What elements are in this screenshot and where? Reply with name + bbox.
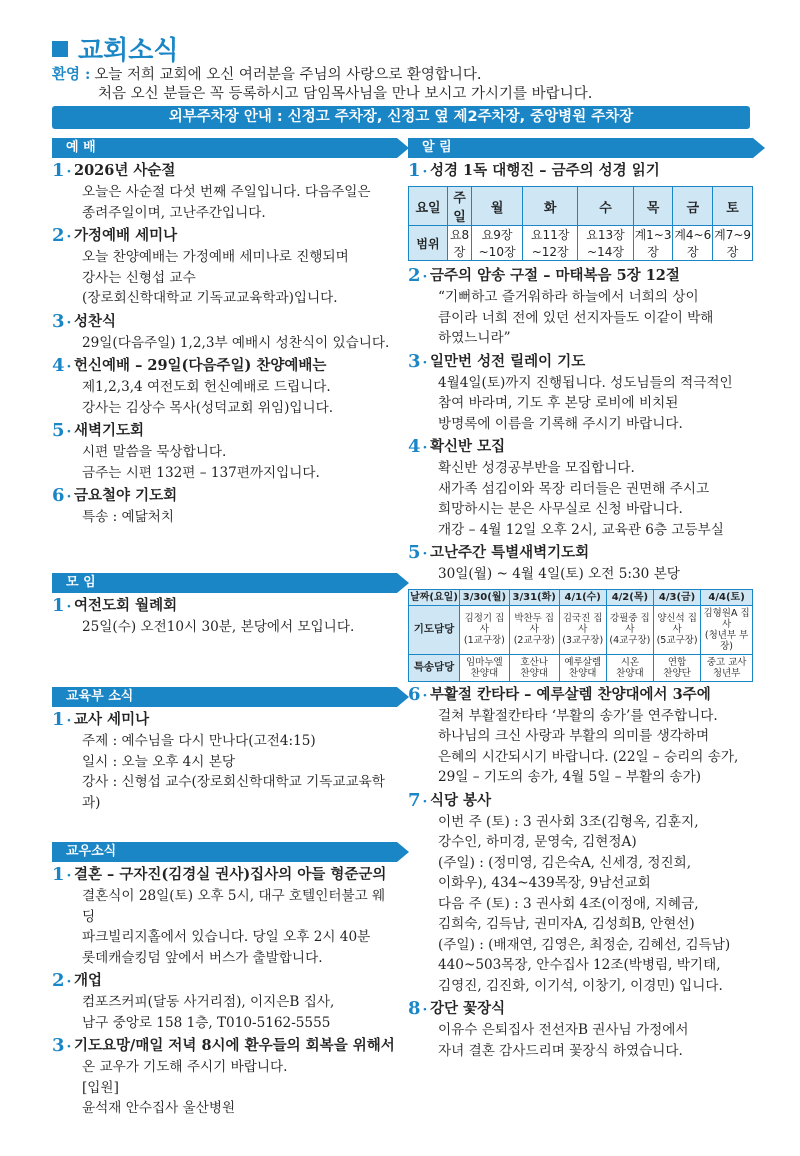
table-cell: 토 [713,187,753,226]
welcome-label: 환영 : [52,66,91,83]
item-body: 걸쳐 부활절칸타타 ‘부활의 송가’를 연주합니다. 하나님의 크신 사랑과 부활의 의미를 생각하며 은혜의 시간되시기 바랍니다. (22일 – 승리의 송가, 29일 – 기도의 송가, 4월 5일 – 부활의 송가) [438,707,739,785]
worship-item [52,485,397,528]
item-heading: 가정예배 세미나 [74,227,178,244]
item-heading: 새벽기도회 [74,422,145,439]
table-cell: 호산나 찬양대 [509,654,559,681]
item-body: 주제 : 예수님을 다시 만나다(고전4:15) 일시 : 오늘 오후 4시 본당 강사 : 신형섭 교수(장로회신학대학교 기독교교육학과) [82,733,385,811]
education-list [52,709,397,813]
table-cell: 임마누엘 찬양대 [460,654,510,681]
members-item [52,970,397,1033]
table-cell: 4/2(목) [606,589,653,605]
table-cell: 김국진 집사 (3교구장) [559,605,606,654]
table-cell: 양신석 집사 (5교구장) [653,605,700,654]
item-heading: 부활절 칸타타 – 예루살렘 찬양대에서 3주에 [430,685,711,703]
section-header-members: 교우소식 [52,842,397,862]
table-cell: 특송담당 [409,654,460,681]
notice-item [408,160,753,182]
table-cell: 계1~3장 [633,226,673,261]
item-number: 1 · [52,709,71,732]
education-section [52,687,397,813]
item-number: 1 · [52,160,71,183]
table-cell: 화 [523,187,578,226]
item-body: 확신반 성경공부반을 모집합니다. 새가족 섬김이와 목장 리더들은 권면해 주시고 희망하시는 분은 사무실로 신청 바랍니다. 개강 – 4월 12일 오후 2시, 교육관 6층 고등부실 [438,460,724,538]
table-cell: 4/1(수) [559,589,606,605]
table-cell: 예루살렘 찬양대 [559,654,606,681]
item-body: 이번 주 (토) : 3 권사회 3조(김형옥, 김훈지, 강수인, 하미경, 문영숙, 김현정A) (주일) : (정미영, 김은숙A, 신세경, 정진희, 이화우), 434~439목장, 9남선교회 다음 주 (토) : 3 권사회 4조(이정애, 지혜금, 김희숙, 김득남, 권미자A, 김성희B, 안현선) (주일) : (배재연, 김영은, 최정순, 김혜선, 김득남) 440~503목장, 안수집사 12조(박병림, 박기태, 김영진, 김진화, 이기석, 이창기, 이경민) 입니다. [438,813,731,994]
section-header-education: 교육부 소식 [52,687,397,707]
table-cell: 금 [673,187,713,226]
welcome-line-2: 처음 오신 분들은 꼭 등록하시고 담임목사님을 만나 보시고 가시기를 바랍니다. [98,86,593,102]
item-heading: 2026년 사순절 [74,162,176,179]
table-cell: 기도담당 [409,605,460,654]
notice-item [408,265,753,349]
section-header-worship: 예 배 [52,138,397,158]
worship-item [52,160,397,223]
item-number: 8 · [408,998,427,1021]
item-number: 3 · [52,1035,71,1058]
item-heading: 금요철야 기도회 [74,487,178,504]
table-cell: 요일 [409,187,448,226]
table-cell: 요9장~10장 [472,226,523,261]
item-number: 3 · [52,311,71,334]
notice-item [408,998,753,1061]
table-cell: 연합 찬양단 [653,654,700,681]
table-cell: 강필중 집사 (4교구장) [606,605,653,654]
item-heading: 헌신예배 – 29일(다음주일) 찬양예배는 [74,357,327,374]
worship-section [52,138,397,528]
item-body: 시편 말씀을 묵상합니다. 금주는 시편 132편 – 137편까지입니다. [82,444,320,481]
item-number: 1 · [52,864,71,887]
table-cell: 요11장~12장 [523,226,578,261]
item-heading: 확신반 모집 [430,438,506,455]
notice-section [408,138,753,1061]
item-heading: 기도요망/매일 저녁 8시에 환우들의 회복을 위해서 [74,1037,395,1054]
members-section [52,842,397,1119]
item-number: 2 · [52,970,71,993]
table-cell: 계7~9장 [713,226,753,261]
item-number: 2 · [408,265,427,288]
item-body: 오늘은 사순절 다섯 번째 주일입니다. 다음주일은 종려주일이며, 고난주간입니다. [82,184,371,221]
item-number: 1 · [52,595,71,618]
table-cell: 3/31(화) [509,589,559,605]
members-item [52,1035,397,1119]
section-header-notice: 알 림 [408,138,753,158]
item-body: 29일(다음주일) 1,2,3부 예배시 성찬식이 있습니다. [82,334,390,351]
item-heading: 고난주간 특별새벽기도회 [430,544,590,561]
section-header-meeting: 모 임 [52,573,397,593]
item-number: 5 · [408,542,427,565]
item-body: 25일(수) 오전10시 30분, 본당에서 모입니다. [82,619,355,635]
meeting-section [52,573,397,638]
worship-item [52,355,397,418]
table-row [409,226,753,261]
table-cell: 범위 [409,226,448,261]
parking-banner: 외부주차장 안내 : 신정고 주차장, 신정고 옆 제2주차장, 중앙병원 주차장 [52,106,750,129]
education-item [52,709,397,813]
item-number: 4 · [408,436,427,459]
table-cell: 4/3(금) [653,589,700,605]
page-title [52,30,178,67]
item-heading: 개업 [74,972,103,989]
table-cell: 김형원A 집사 (청년부 부장) [701,605,753,654]
item-body: 컴포즈커피(달동 사거리점), 이지은B 집사, 남구 중앙로 158 1층, T010-5162-5555 [82,994,335,1031]
item-heading: 금주의 암송 구절 – 마태복음 5장 12절 [430,267,680,284]
item-heading: 식당 봉사 [430,791,492,809]
item-heading: 교사 세미나 [74,711,150,728]
table-cell: 주일 [448,187,472,226]
item-heading: 강단 꽃장식 [430,1000,506,1017]
bible-reading-table [408,186,753,261]
table-cell: 요8장 [448,226,472,261]
item-heading: 결혼 – 구자진(김경실 권사)집사의 아들 형준군의 [74,866,387,883]
notice-list [408,160,753,1061]
notice-item [408,436,753,540]
item-heading: 성찬식 [74,312,117,330]
table-cell: 김정기 집사 (1교구장) [460,605,510,654]
notice-item [408,351,753,435]
item-number: 3 · [408,351,427,374]
worship-item [52,311,397,354]
table-cell: 3/30(월) [460,589,510,605]
table-cell: 월 [472,187,523,226]
square-bullet-icon [52,41,68,57]
notice-item [408,684,753,788]
table-row [409,589,753,605]
members-list [52,864,397,1119]
notice-item [408,542,753,585]
worship-item [52,420,397,483]
meeting-item [52,595,397,638]
item-body: 오늘 찬양예배는 가정예배 세미나로 진행되며 강사는 신형섭 교수 (장로회신학대학교 기독교교육학과)입니다. [82,249,349,306]
worship-list [52,160,397,528]
item-body: 특송 : 예닮처치 [82,509,175,525]
item-number: 6 · [408,684,427,707]
item-body: 4월4일(토)까지 진행됩니다. 성도님들의 적극적인 참여 바라며, 기도 후 본당 로비에 비치된 방명록에 이름을 기록해 주시기 바랍니다. [438,374,733,432]
item-heading: 여전도회 월례회 [74,597,178,614]
item-body: 30일(월) ~ 4월 4일(토) 오전 5:30 본당 [438,566,680,582]
item-body: 제1,2,3,4 여전도회 헌신예배로 드립니다. 강사는 김상수 목사(성덕교회 위임)입니다. [82,379,334,416]
item-body: 이유수 은퇴집사 전선자B 권사님 가정에서 자녀 결혼 감사드리며 꽃장식 하였습니다. [438,1022,689,1059]
meeting-list [52,595,397,638]
item-heading: 일만번 성전 릴레이 기도 [430,352,586,370]
item-body: “기뻐하고 즐거워하라 하늘에서 너희의 상이 큼이라 너희 전에 있던 선지자들도 이같이 박해 하였느니라” [438,289,714,346]
table-cell: 시온 찬양대 [606,654,653,681]
item-number: 5 · [52,420,71,443]
welcome-line-1: 오늘 저희 교회에 오신 여러분을 주님의 사랑으로 환영합니다. [94,67,482,83]
item-body: 온 교우가 기도해 주시기 바랍니다. [입원] 윤석재 안수집사 울산병원 [82,1059,288,1116]
table-row [409,654,753,681]
item-heading: 성경 1독 대행진 – 금주의 성경 읽기 [430,162,660,179]
item-number: 7 · [408,790,427,813]
notice-item [408,790,753,997]
members-item [52,864,397,968]
page-title-text: 교회소식 [78,36,179,66]
dawn-prayer-table [408,589,753,682]
item-number: 6 · [52,485,71,508]
table-row [409,187,753,226]
table-cell: 계4~6장 [673,226,713,261]
table-cell: 요13장~14장 [578,226,633,261]
item-number: 2 · [52,225,71,248]
table-cell: 날짜(요일) [409,589,460,605]
table-cell: 4/4(토) [701,589,753,605]
table-cell: 중고 교사 청년부 [701,654,753,681]
table-cell: 박찬두 집사 (2교구장) [509,605,559,654]
table-cell: 목 [633,187,673,226]
item-body: 결혼식이 28일(토) 오후 5시, 대구 호텔인터불고 웨딩 파크빌리지홀에서 있습니다. 당일 오후 2시 40분 롯데캐슬킹덤 앞에서 버스가 출발합니다. [82,888,386,966]
worship-item [52,225,397,309]
item-number: 4 · [52,355,71,378]
item-number: 1 · [408,160,427,183]
table-cell: 수 [578,187,633,226]
table-row [409,605,753,654]
welcome-message [52,65,592,104]
